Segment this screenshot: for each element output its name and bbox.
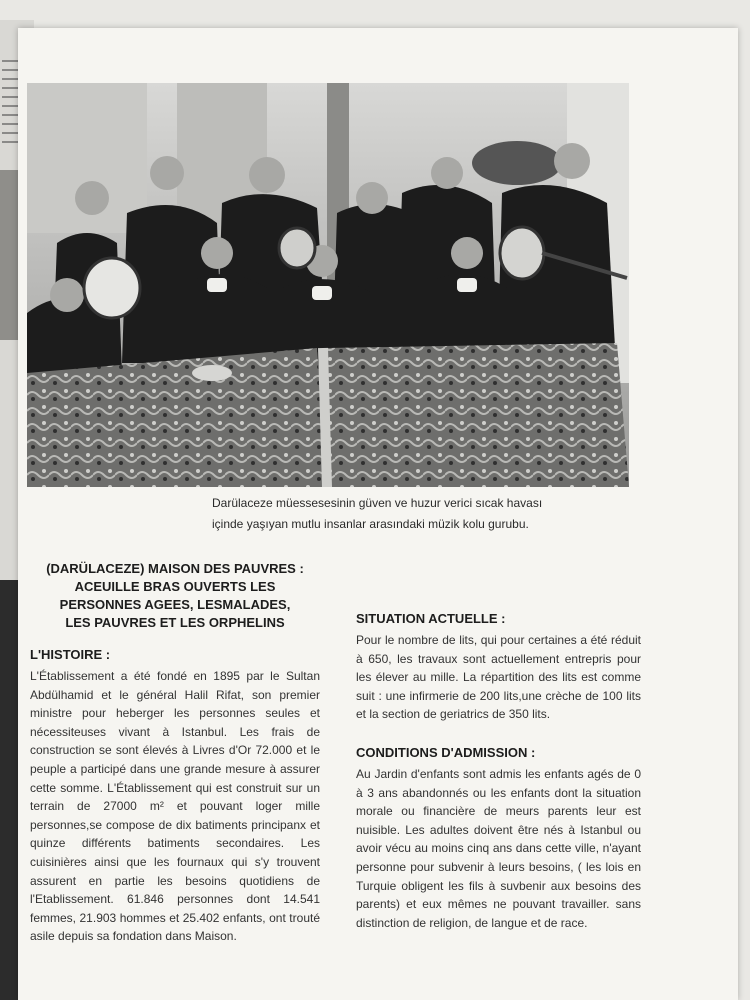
histoire-title: L'HISTOIRE : <box>30 647 111 662</box>
conditions-title: CONDITIONS D'ADMISSION : <box>356 744 536 760</box>
caption-line: Darülaceze müessesesinin güven ve huzur verici sıcak havası <box>212 496 543 510</box>
headline-line: (DARÜLACEZE) MAISON DES PAUVRES : <box>46 561 304 576</box>
conditions-text: Au Jardin d'enfants sont admis les enfants agés de 0 à 3 ans abandonnés ou les enfants dont la situation morale ou financière de meurs parents leur est nuisible. Les adultes doivent être nés à Istanbul ou avoir vécu au moins cinq ans dans cette ville, n'ayant personne pour subvenir à leurs besoins, ( les lois en Turquie obligent les fils à suvbenir aux besoins des parents) et eux mêmes ne pouvant travailler. sans distinction de religion, de langue et de race. <box>356 766 641 930</box>
photo-caption <box>212 493 644 535</box>
right-column <box>356 610 641 932</box>
headline-line: ACEUILLE BRAS OUVERTS LES <box>74 579 276 594</box>
situation-text: Pour le nombre de lits, qui pour certaines a été réduit à 650, les travaux sont actuellement entrepris pour les élever au mille. La répartition des lits est comme suit : une infirmerie de 200 lits,une crèche de 100 lits et la section de geriatrics de 350 lits. <box>356 633 641 722</box>
music-group-photo <box>27 83 629 487</box>
headline-line: PERSONNES AGEES, LESMALADES, <box>59 597 291 612</box>
situation-title: SITUATION ACTUELLE : <box>356 611 506 626</box>
headline-line: LES PAUVRES ET LES ORPHELINS <box>65 615 285 630</box>
article-headline <box>30 560 320 632</box>
left-column <box>30 560 320 946</box>
histoire-text: L'Établissement a été fondé en 1895 par le Sultan Abdülhamid et le général Halil Rifat, son premier ministre pour heberger les personnes seules et nécessiteuses vivant à Istanbul. Les frais de construction se sont élevés à Livres d'Or 72.000 et le peuple a participé dans une grande mesure à assurer cette somme. L'Établissement qui est construit sur un terrain de 27000 m² et pouvant loger mille personnes,se compose de dix batiments principanx et quinze différents batiments secondaires. Les cuisinières ainsi que les fournaux qui s'y trouvent assurent en partie les besoins quotidiens de l'Etablissement. 61.846 personnes dont 14.541 femmes, 21.903 hommes et 25.402 enfants, ont trouté asile depuis sa fondation dans Maison. <box>30 669 320 944</box>
caption-line: içinde yaşıyan mutlu insanlar arasındaki müzik kolu gurubu. <box>212 517 529 531</box>
